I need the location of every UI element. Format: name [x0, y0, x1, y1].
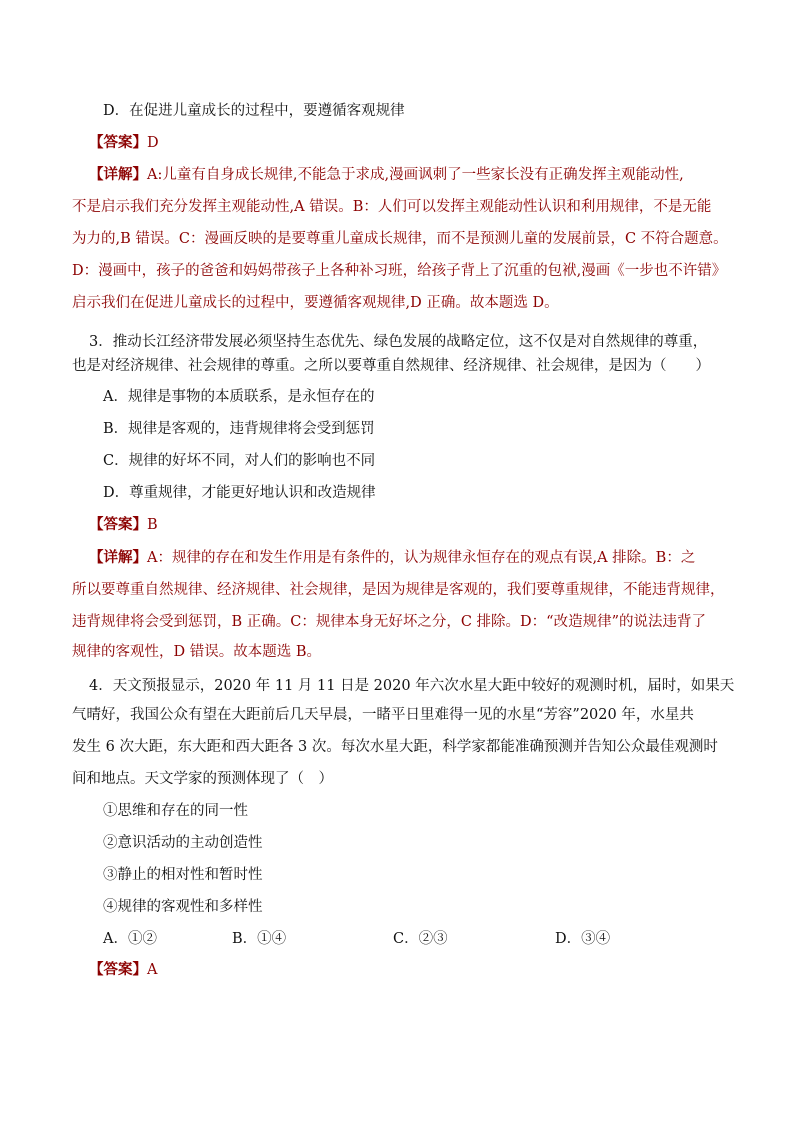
q3-stem-line-1: 3．推动长江经济带发展必须坚持生态优先、绿色发展的战略定位，这不仅是对自然规律的尊重， — [89, 334, 708, 350]
q2-answer — [89, 133, 159, 153]
q4-statement-2: ②意识活动的主动创造性 — [103, 835, 263, 851]
q2-detail-line-2: 不是启示我们充分发挥主观能动性,A 错误。B：人们可以发挥主观能动性认识和利用规律，不是无能 — [72, 199, 712, 215]
q3-detail-line-1 — [89, 548, 695, 568]
q4-choice-a: A．①② — [103, 931, 157, 947]
q4-statement-3: ③静止的相对性和暂时性 — [103, 867, 263, 883]
answer-label: 【答案】 — [89, 134, 147, 151]
q3-detail-line-3: 违背规律将会受到惩罚，B 正确。C：规律本身无好坏之分，C 排除。D：“改造规律”的说法违背了 — [72, 614, 707, 630]
q4-statement-4: ④规律的客观性和多样性 — [103, 899, 263, 915]
q3-option-c: C．规律的好坏不同，对人们的影响也不同 — [103, 453, 376, 469]
detail-label: 【详解】 — [89, 549, 147, 566]
q4-choice-c: C．②③ — [393, 931, 448, 947]
answer-value: B — [147, 517, 158, 533]
q3-option-b: B．规律是客观的，违背规律将会受到惩罚 — [103, 421, 375, 437]
q2-detail-line-3: 为力的,B 错误。C：漫画反映的是要尊重儿童成长规律，而不是预测儿童的发展前景，C 不符合题意。 — [72, 231, 728, 247]
q4-choice-d: D．③④ — [555, 931, 611, 947]
detail-text: A：规律的存在和发生作用是有条件的，认为规律永恒存在的观点有误,A 排除。B：之 — [147, 550, 696, 566]
q4-stem-line-1: 4．天文预报显示，2020 年 11 月 11 日是 2020 年六次水星大距中较好的观测时机，届时，如果天 — [89, 678, 735, 694]
q3-option-a: A．规律是事物的本质联系，是永恒存在的 — [103, 389, 375, 405]
answer-label: 【答案】 — [89, 516, 147, 533]
q3-detail-line-4: 规律的客观性，D 错误。故本题选 B。 — [72, 644, 321, 660]
q4-stem-line-3: 发生 6 次大距，东大距和西大距各 3 次。每次水星大距，科学家都能准确预测并告知公众最佳观测时 — [72, 739, 718, 755]
q2-detail-line-4: D：漫画中，孩子的爸爸和妈妈带孩子上各种补习班，给孩子背上了沉重的包袱,漫画《一步也不许错》 — [72, 263, 727, 279]
q4-stem-line-4: 间和地点。天文学家的预测体现了（ ） — [72, 771, 333, 787]
q2-detail-line-5: 启示我们在促进儿童成长的过程中，要遵循客观规律,D 正确。故本题选 D。 — [72, 295, 559, 311]
answer-value: A — [147, 962, 158, 978]
q4-statement-1: ①思维和存在的同一性 — [103, 803, 248, 819]
q3-stem-line-2: 也是对经济规律、社会规律的尊重。之所以要尊重自然规律、经济规律、社会规律，是因为（ ） — [72, 358, 710, 374]
q2-detail-line-1 — [89, 165, 684, 185]
q4-answer — [89, 960, 157, 980]
q4-choice-b: B．①④ — [232, 931, 287, 947]
q2-option-d: D．在促进儿童成长的过程中，要遵循客观规律 — [103, 103, 405, 119]
q3-option-d: D．尊重规律，才能更好地认识和改造规律 — [103, 485, 376, 501]
answer-value: D — [147, 135, 159, 151]
detail-text: A:儿童有自身成长规律,不能急于求成,漫画讽刺了一些家长没有正确发挥主观能动性, — [147, 167, 684, 183]
q4-stem-line-2: 气晴好，我国公众有望在大距前后几天早晨，一睹平日里难得一见的水星“芳容”2020 年，水星共 — [72, 707, 694, 723]
q3-answer — [89, 515, 158, 535]
detail-label: 【详解】 — [89, 166, 147, 183]
q3-detail-line-2: 所以要尊重自然规律、经济规律、社会规律，是因为规律是客观的，我们要尊重规律，不能违背规律， — [72, 582, 725, 598]
answer-label: 【答案】 — [89, 961, 147, 978]
